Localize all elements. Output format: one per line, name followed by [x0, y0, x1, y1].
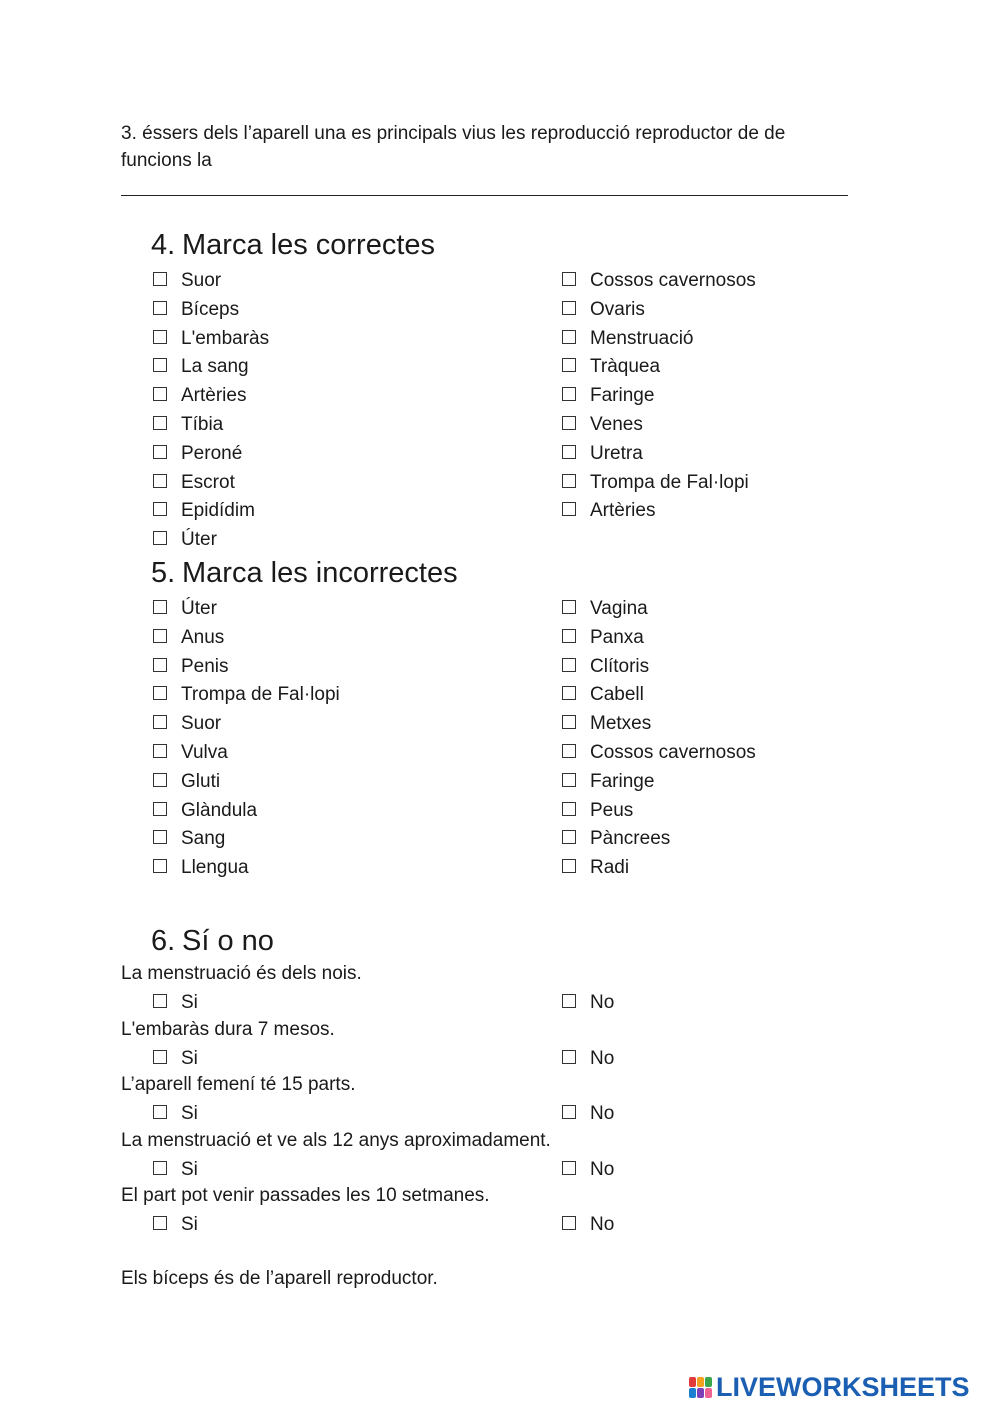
option-label: Faringe: [590, 770, 655, 792]
checkbox[interactable]: [562, 773, 576, 787]
checkbox[interactable]: [562, 1161, 576, 1175]
option-label: Trompa de Fal·lopi: [181, 684, 340, 706]
option-label: Anus: [181, 626, 225, 648]
checkbox[interactable]: [153, 531, 167, 545]
option-label: No: [590, 992, 615, 1013]
checkbox[interactable]: [153, 629, 167, 643]
option-label: No: [590, 1047, 615, 1069]
checkbox[interactable]: [153, 744, 167, 758]
checkbox[interactable]: [153, 600, 167, 614]
option-label: Glàndula: [181, 799, 258, 821]
option-label: Cabell: [590, 684, 644, 706]
checkbox[interactable]: [153, 686, 167, 700]
checkbox[interactable]: [153, 502, 167, 516]
option-label: L'embaràs: [181, 327, 270, 349]
option-label: Penis: [181, 655, 229, 677]
checkbox[interactable]: [153, 1050, 167, 1064]
checkbox[interactable]: [562, 445, 576, 459]
checkbox[interactable]: [562, 301, 576, 315]
checkbox[interactable]: [562, 715, 576, 729]
question-5-title: Marca les incorrectes: [182, 557, 458, 589]
checkbox[interactable]: [153, 416, 167, 430]
question-5-number: 5.: [151, 557, 176, 589]
question-3-text: 3. éssers dels l’aparell una es principals vius les reproducció reproductor de de funcions la: [121, 123, 786, 171]
option-label: Si: [181, 1103, 198, 1124]
checkbox[interactable]: [562, 1105, 576, 1119]
checkbox[interactable]: [562, 686, 576, 700]
option-label: Cossos cavernosos: [590, 742, 756, 763]
checkbox[interactable]: [562, 272, 576, 286]
checkbox[interactable]: [153, 715, 167, 729]
checkbox[interactable]: [153, 272, 167, 286]
option-label: Si: [181, 1214, 198, 1235]
checkbox[interactable]: [562, 802, 576, 816]
option-label: Radi: [590, 857, 630, 879]
option-label: Úter: [181, 529, 217, 551]
checkbox[interactable]: [153, 859, 167, 873]
checkbox[interactable]: [562, 416, 576, 430]
checkbox[interactable]: [562, 744, 576, 758]
option-label: Tíbia: [181, 414, 224, 435]
checkbox[interactable]: [153, 445, 167, 459]
question-6-heading: [151, 924, 274, 958]
option-label: Suor: [181, 713, 222, 735]
option-label: Bíceps: [181, 298, 240, 320]
liveworksheets-logo-icon: [689, 1377, 713, 1399]
question-4-number: 4.: [151, 229, 176, 261]
checkbox[interactable]: [562, 330, 576, 344]
option-label: Gluti: [181, 770, 221, 792]
option-label: Si: [181, 1047, 198, 1069]
option-label: Uretra: [590, 442, 643, 464]
checkbox[interactable]: [153, 802, 167, 816]
checkbox[interactable]: [153, 387, 167, 401]
option-label: Si: [181, 1158, 198, 1180]
checkbox[interactable]: [153, 773, 167, 787]
option-label: Artèries: [590, 500, 656, 522]
option-label: Llengua: [181, 857, 249, 879]
checkbox[interactable]: [153, 1161, 167, 1175]
question-6-number: 6.: [151, 925, 176, 957]
question-6-title: Sí o no: [182, 925, 274, 957]
option-label: No: [590, 1214, 615, 1235]
checkbox[interactable]: [153, 830, 167, 844]
option-label: Si: [181, 992, 198, 1013]
option-label: Úter: [181, 598, 217, 619]
checkbox[interactable]: [153, 1216, 167, 1230]
option-label: Clítoris: [590, 655, 650, 677]
checkbox[interactable]: [153, 301, 167, 315]
checkbox[interactable]: [562, 629, 576, 643]
liveworksheets-logo-text: LIVEWORKSHEETS: [716, 1372, 970, 1402]
option-label: Vagina: [590, 598, 648, 619]
checkbox[interactable]: [562, 658, 576, 672]
checkbox[interactable]: [153, 1105, 167, 1119]
statement-2: L'embaràs dura 7 mesos.: [121, 1018, 335, 1040]
option-label: Venes: [590, 414, 643, 435]
option-label: No: [590, 1158, 615, 1180]
checkbox[interactable]: [562, 502, 576, 516]
statement-4: La menstruació et ve als 12 anys aproximadament.: [121, 1129, 551, 1151]
option-label: Peroné: [181, 442, 243, 464]
option-label: Trompa de Fal·lopi: [590, 471, 749, 493]
checkbox[interactable]: [562, 994, 576, 1008]
option-label: La sang: [181, 356, 249, 378]
option-label: Sang: [181, 828, 226, 850]
checkbox[interactable]: [153, 358, 167, 372]
option-label: Menstruació: [590, 327, 694, 349]
option-label: Metxes: [590, 713, 652, 735]
answer-line: [121, 195, 848, 196]
checkbox[interactable]: [153, 474, 167, 488]
option-label: Epidídim: [181, 500, 255, 522]
question-4-title: Marca les correctes: [182, 229, 436, 261]
statement-5: El part pot venir passades les 10 setmanes.: [121, 1185, 490, 1206]
checkbox[interactable]: [153, 658, 167, 672]
option-label: Vulva: [181, 742, 228, 763]
option-label: Artèries: [181, 385, 247, 407]
checkbox[interactable]: [562, 859, 576, 873]
question-5-heading: [151, 556, 458, 590]
statement-3: L’aparell femení té 15 parts.: [121, 1074, 356, 1095]
option-label: Pàncrees: [590, 828, 671, 850]
checkbox[interactable]: [562, 358, 576, 372]
option-label: Tràquea: [590, 356, 661, 378]
checkbox[interactable]: [562, 474, 576, 488]
option-label: Peus: [590, 799, 634, 821]
option-label: No: [590, 1103, 615, 1124]
option-label: Ovaris: [590, 298, 645, 320]
checkbox[interactable]: [153, 330, 167, 344]
checkbox[interactable]: [562, 1216, 576, 1230]
option-label: Panxa: [590, 626, 644, 648]
option-label: Escrot: [181, 471, 235, 493]
option-label: Cossos cavernosos: [590, 270, 756, 291]
option-label: Faringe: [590, 385, 655, 407]
question-4-heading: [151, 228, 435, 262]
checkbox[interactable]: [562, 600, 576, 614]
statement-1: La menstruació és dels nois.: [121, 963, 362, 984]
checkbox[interactable]: [562, 830, 576, 844]
checkbox[interactable]: [562, 1050, 576, 1064]
trailing-statement: Els bíceps és de l’aparell reproductor.: [121, 1268, 438, 1289]
checkbox[interactable]: [562, 387, 576, 401]
checkbox[interactable]: [153, 994, 167, 1008]
option-label: Suor: [181, 270, 222, 291]
